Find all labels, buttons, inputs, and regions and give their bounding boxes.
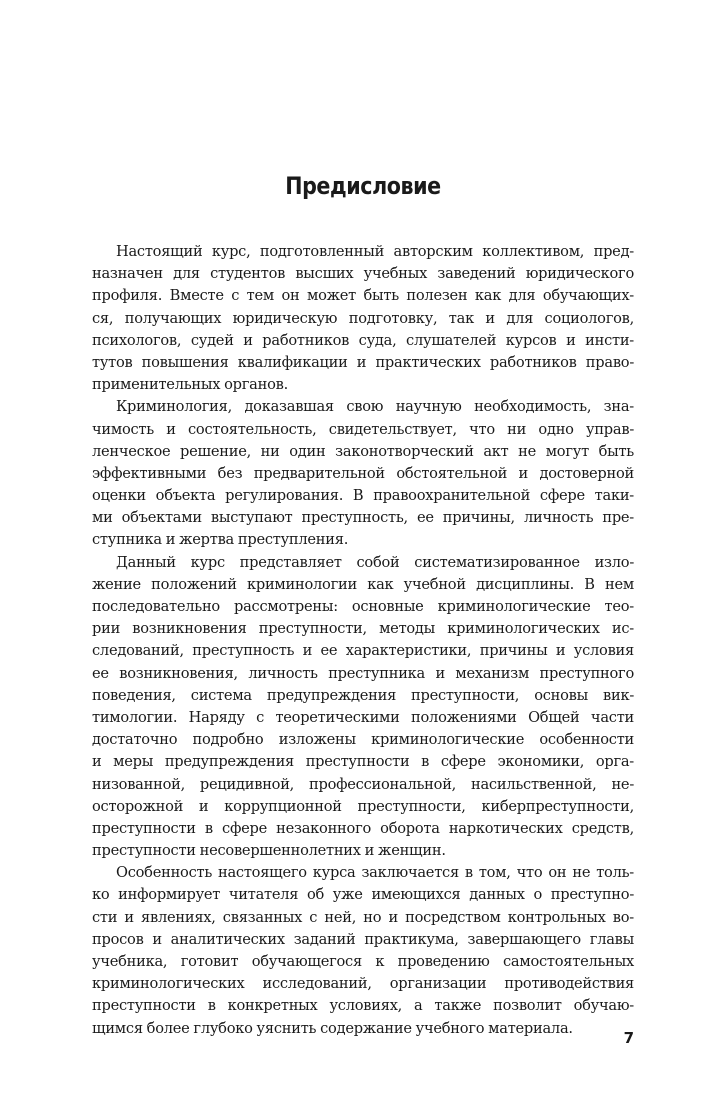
text-line: ленческое решение, ни один законотворческий акт не могут быть — [92, 442, 634, 460]
text-line: чимость и состоятельность, свидетельствует, что ни одно управ- — [92, 420, 634, 438]
paragraph — [92, 396, 634, 551]
text-line: тутов повышения квалификации и практических работников право- — [92, 353, 634, 371]
text-line: Особенность настоящего курса заключается в том, что он не толь- — [116, 864, 634, 882]
text-line: применительных органов. — [92, 376, 288, 394]
text-line: Настоящий курс, подготовленный авторским коллективом, пред- — [116, 243, 634, 260]
paragraph — [92, 862, 634, 1040]
text-line: жение положений криминологии как учебной дисциплины. В нем — [92, 575, 634, 593]
text-line: учебника, готовит обучающегося к проведению самостоятельных — [92, 953, 634, 970]
text-line: ее возникновения, личность преступника и механизм преступного — [92, 664, 634, 682]
text-line: осторожной и коррупционной преступности, киберпреступности, — [92, 797, 634, 815]
text-line: тимологии. Наряду с теоретическими положениями Общей части — [92, 708, 634, 726]
text-line: щимся более глубоко уяснить содержание учебного материала. — [92, 1019, 573, 1037]
text-line: сти и явлениях, связанных с ней, но и посредством контрольных во- — [92, 908, 634, 926]
page-number: 7 — [623, 1029, 634, 1047]
text-line: преступности в конкретных условиях, а также позволит обучаю- — [92, 997, 634, 1015]
text-line: психологов, судей и работников суда, слушателей курсов и инсти- — [92, 331, 634, 349]
text-line: ся, получающих юридическую подготовку, так и для социологов, — [92, 309, 634, 327]
text-line: преступности в сфере незаконного оборота наркотических средств, — [92, 819, 634, 837]
text-line: ступника и жертва преступления. — [92, 531, 349, 549]
text-line: ми объектами выступают преступность, ее причины, личность пре- — [92, 509, 634, 527]
text-line: Криминология, доказавшая свою научную необходимость, зна- — [116, 398, 634, 416]
text-line: рии возникновения преступности, методы криминологических ис- — [92, 620, 634, 638]
body-text — [92, 241, 634, 1040]
text-line: назначен для студентов высших учебных заведений юридического — [92, 265, 634, 283]
text-line: профиля. Вместе с тем он может быть полезен как для обучающих- — [92, 287, 634, 305]
text-line: следований, преступность и ее характеристики, причины и условия — [92, 642, 634, 660]
paragraph — [92, 241, 634, 396]
paragraph — [92, 552, 634, 863]
text-line: поведения, система предупреждения преступности, основы вик- — [92, 686, 634, 704]
text-line: и меры предупреждения преступности в сфере экономики, орга- — [92, 753, 634, 771]
text-line: оценки объекта регулирования. В правоохранительной сфере таки- — [92, 487, 634, 505]
text-line: низованной, рецидивной, профессиональной, насильственной, не- — [92, 775, 634, 793]
text-line: эффективными без предварительной обстоятельной и достоверной — [92, 464, 634, 482]
text-line: достаточно подробно изложены криминологические особенности — [92, 731, 634, 749]
text-line: просов и аналитических заданий практикума, завершающего главы — [92, 930, 634, 948]
text-line: криминологических исследований, организации противодействия — [92, 975, 634, 993]
page-title: Предисловие — [285, 172, 441, 200]
text-line: Данный курс представляет собой систематизированное изло- — [116, 553, 634, 571]
text-line: ко информирует читателя об уже имеющихся данных о преступно- — [92, 886, 634, 904]
text-line: преступности несовершеннолетних и женщин. — [92, 842, 446, 860]
text-line: последовательно рассмотрены: основные криминологические тео- — [92, 598, 634, 615]
